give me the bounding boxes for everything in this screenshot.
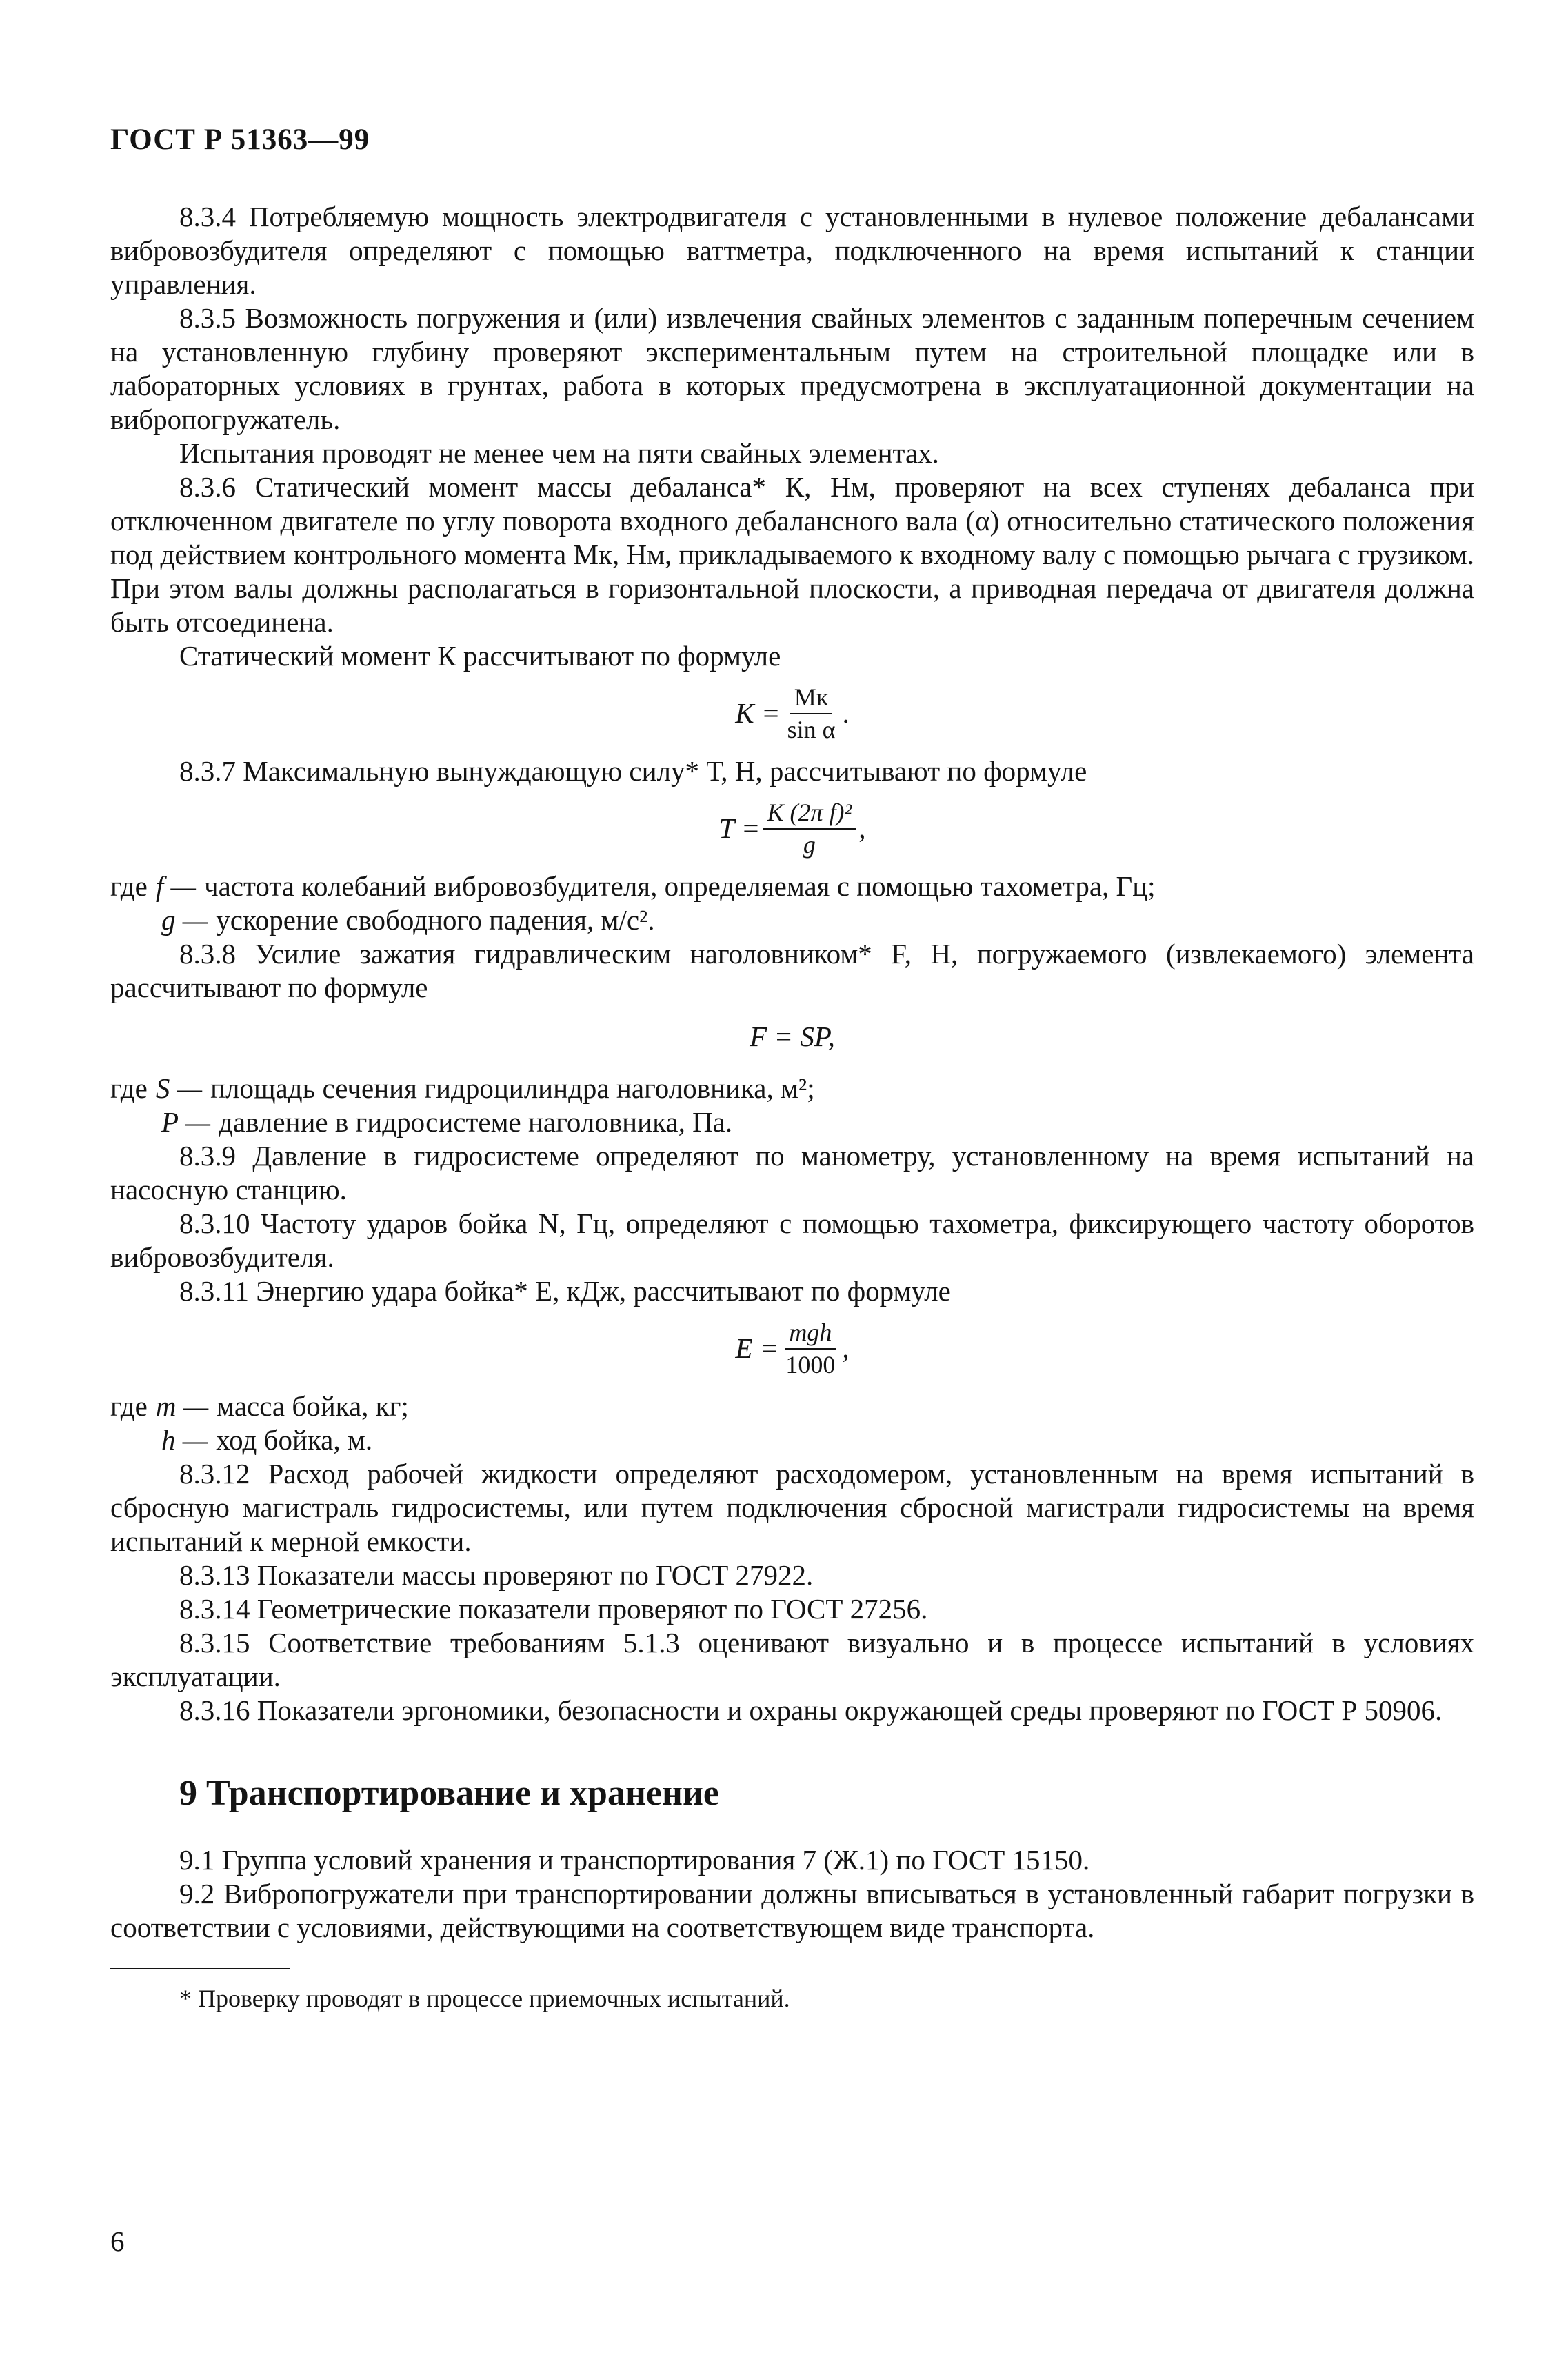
definition-P — [110, 1105, 1474, 1139]
definition-symbol: m — — [155, 1390, 209, 1422]
definition-text: ускорение свободного падения, м/с². — [216, 904, 655, 936]
formula-lhs: E = — [735, 1332, 779, 1364]
definition-symbol: f — — [155, 870, 196, 902]
document-body — [110, 200, 1474, 2016]
definition-text: частота колебаний вибровозбудителя, определяемая с помощью тахометра, Гц; — [203, 870, 1156, 902]
formula-tail: . — [842, 696, 850, 729]
formula-static-moment — [110, 681, 1474, 745]
formula-tail: , — [858, 812, 866, 844]
definition-symbol: P — — [161, 1106, 211, 1138]
footnote-separator — [110, 1968, 290, 1969]
formula-force — [110, 796, 1474, 860]
formula-numerator: Мк — [790, 681, 833, 714]
definition-g — [110, 903, 1474, 937]
paragraph-8-3-7: 8.3.7 Максимальную вынуждающую силу* Т, Н, рассчитывают по формуле — [179, 755, 1087, 787]
paragraph-9-1: 9.1 Группа условий хранения и транспортирования 7 (Ж.1) по ГОСТ 15150. — [179, 1844, 1090, 1876]
formula-lhs: K = — [735, 696, 781, 729]
paragraph-8-3-16: 8.3.16 Показатели эргономики, безопасности и охраны окружающей среды проверяют по ГОСТ Р 50906. — [179, 1694, 1443, 1726]
formula-energy — [110, 1316, 1474, 1380]
definition-text: площадь сечения гидроцилиндра наголовника, м²; — [210, 1072, 815, 1104]
paragraph-8-3-11: 8.3.11 Энергию удара бойка* Е, кДж, рассчитывают по формуле — [179, 1275, 951, 1307]
definition-symbol: S — — [155, 1072, 203, 1104]
paragraph-8-3-8: 8.3.8 Усилие зажатия гидравлическим наголовником* F, Н, погружаемого (извлекаемого) элемента рассчитывают по формуле — [110, 938, 1474, 1003]
definition-text: давление в гидросистеме наголовника, Па. — [219, 1106, 733, 1138]
footnote: * Проверку проводят в процессе приемочных испытаний. — [179, 1985, 790, 2012]
definition-text: ход бойка, м. — [216, 1424, 373, 1456]
definition-text: масса бойка, кг; — [217, 1390, 409, 1422]
document-header: ГОСТ Р 51363—99 — [110, 123, 370, 156]
paragraph-8-3-10: 8.3.10 Частоту ударов бойка N, Гц, определяют с помощью тахометра, фиксирующего частоту оборотов вибровозбудителя. — [110, 1207, 1474, 1273]
paragraph-8-3-4: 8.3.4 Потребляемую мощность электродвигателя с установленными в нулевое положение дебалансами вибровозбудителя определяют с помощью ваттметра, подключенного на время испытаний к станции управления. — [110, 201, 1474, 300]
definition-symbol: h — — [161, 1424, 208, 1456]
definition-lead: где — [110, 870, 148, 902]
definition-lead: где — [110, 1390, 148, 1422]
definition-S — [110, 1072, 1474, 1105]
formula-clamp-force: F = SP, — [750, 1021, 835, 1052]
formula-fraction — [781, 1316, 839, 1380]
section-9-heading: 9 Транспортирование и хранение — [179, 1774, 719, 1813]
paragraph-static-moment: Статический момент К рассчитывают по формуле — [179, 640, 781, 672]
formula-denominator: 1000 — [785, 1351, 836, 1379]
paragraph-8-3-5: 8.3.5 Возможность погружения и (или) извлечения свайных элементов с заданным поперечным сечением на установленную глубину проверяют экспериментальным путем на строительной площадке или в лабораторных условиях в грунтах, работа в которых предусмотрена в эксплуатационной документации на вибропогружатель. — [110, 302, 1474, 435]
page-number: 6 — [110, 2225, 125, 2257]
formula-tail: , — [842, 1332, 850, 1364]
formula-lhs: T = — [718, 812, 761, 844]
formula-denominator: sin α — [787, 716, 836, 743]
formula-denominator: g — [803, 831, 816, 859]
definition-h — [110, 1423, 1474, 1457]
definition-symbol: g — — [161, 904, 208, 936]
formula-fraction — [783, 681, 840, 745]
paragraph-8-3-6: 8.3.6 Статический момент массы дебаланса* К, Нм, проверяют на всех ступенях дебаланса при отключенном двигателе по углу поворота входного дебалансного вала (α) относительно статического положения под действием контрольного момента Мк, Нм, прикладываемого к входному валу с помощью рычага с грузиком. При этом валы должны располагаться в горизонтальной плоскости, а приводная передача от двигателя должна быть отсоединена. — [110, 471, 1474, 638]
paragraph-8-3-12: 8.3.12 Расход рабочей жидкости определяют расходомером, установленным на время испытаний в сбросную магистраль гидросистемы, или путем подключения сбросной магистрали гидросистемы на время испытаний к мерной емкости. — [110, 1458, 1474, 1557]
paragraph-8-3-9: 8.3.9 Давление в гидросистеме определяют по манометру, установленному на время испытаний на насосную станцию. — [110, 1140, 1474, 1205]
definition-f — [110, 870, 1474, 903]
paragraph-8-3-14: 8.3.14 Геометрические показатели проверяют по ГОСТ 27256. — [179, 1593, 928, 1625]
definition-m — [110, 1390, 1474, 1423]
paragraph-tests: Испытания проводят не менее чем на пяти свайных элементах. — [179, 437, 939, 469]
paragraph-8-3-15: 8.3.15 Соответствие требованиям 5.1.3 оценивают визуально и в процессе испытаний в условиях эксплуатации. — [110, 1627, 1474, 1692]
formula-numerator: mgh — [785, 1316, 836, 1350]
formula-fraction — [763, 796, 856, 860]
paragraph-9-2: 9.2 Вибропогружатели при транспортировании должны вписываться в установленный габарит погрузки в соответствии с условиями, действующими на соответствующем виде транспорта. — [110, 1878, 1474, 1943]
definition-lead: где — [110, 1072, 148, 1104]
paragraph-8-3-13: 8.3.13 Показатели массы проверяют по ГОСТ 27922. — [179, 1559, 814, 1591]
formula-numerator: K (2π f)² — [763, 796, 856, 830]
